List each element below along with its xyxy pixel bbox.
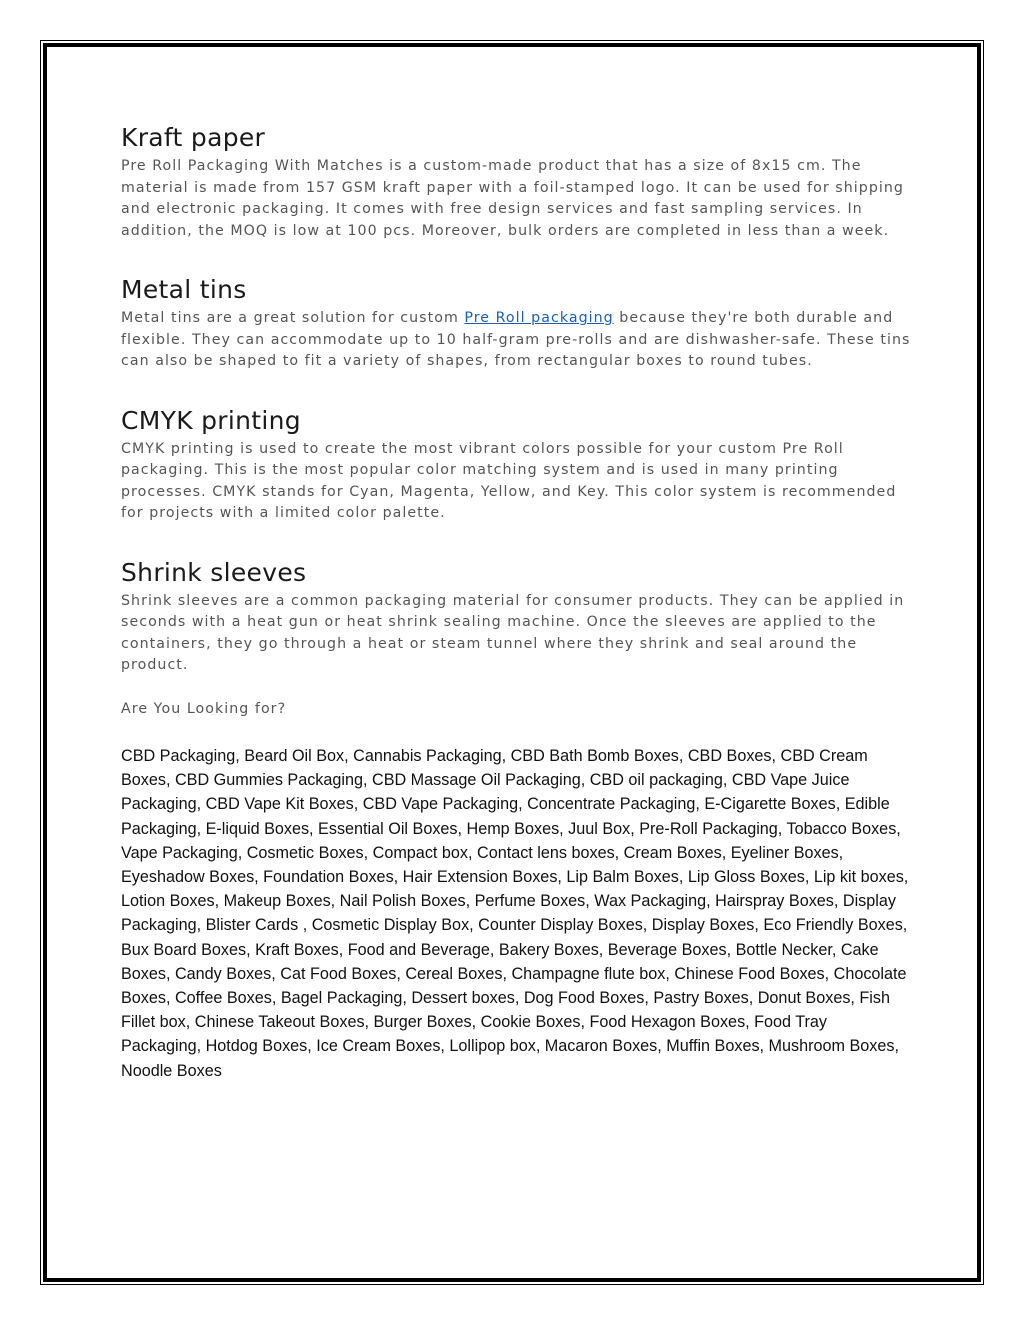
document-content [121,120,911,1083]
section-body [121,308,911,373]
section-metal-tins [121,272,911,373]
section-shrink-sleeves [121,555,911,677]
section-cmyk-printing [121,403,911,525]
section-kraft-paper [121,120,911,242]
keywords-list: CBD Packaging, Beard Oil Box, Cannabis Packaging, CBD Bath Bomb Boxes, CBD Boxes, CBD Cream Boxes, CBD Gummies Packaging, CBD Massage Oil Packaging, CBD oil packaging, CBD Vape Juice Packaging, CBD Vape Kit Boxes, CBD Vape Packaging, Concentrate Packaging, E-Cigarette Boxes, Edible Packaging, E-liquid Boxes, Essential Oil Boxes, Hemp Boxes, Juul Box, Pre-Roll Packaging, Tobacco Boxes, Vape Packaging, Cosmetic Boxes, Compact box, Contact lens boxes, Cream Boxes, Eyeliner Boxes, Eyeshadow Boxes, Foundation Boxes, Hair Extension Boxes, Lip Balm Boxes, Lip Gloss Boxes, Lip kit boxes, Lotion Boxes, Makeup Boxes, Nail Polish Boxes, Perfume Boxes, Wax Packaging, Hairspray Boxes, Display Packaging, Blister Cards , Cosmetic Display Box, Counter Display Boxes, Display Boxes, Eco Friendly Boxes, Bux Board Boxes, Kraft Boxes, Food and Beverage, Bakery Boxes, Beverage Boxes, Bottle Necker, Cake Boxes, Candy Boxes, Cat Food Boxes, Cereal Boxes, Champagne flute box, Chinese Food Boxes, Chocolate Boxes, Coffee Boxes, Bagel Packaging, Dessert boxes, Dog Food Boxes, Pastry Boxes, Donut Boxes, Fish Fillet box, Chinese Takeout Boxes, Burger Boxes, Cookie Boxes, Food Hexagon Boxes, Food Tray Packaging, Hotdog Boxes, Ice Cream Boxes, Lollipop box, Macaron Boxes, Muffin Boxes, Mushroom Boxes, Noodle Boxes [121,747,909,1080]
section-body-after-link: because they're both durable and flexible. They can accommodate up to 10 half-gram pre-rolls and are dishwasher-safe. These tins can also be shaped to fit a variety of shapes, from rectangular boxes to round tubes. [121,310,911,369]
section-body: CMYK printing is used to create the most vibrant colors possible for your custom Pre Roll packaging. This is the most popular color matching system and is used in many printing processes. CMYK stands for Cyan, Magenta, Yellow, and Key. This color system is recommended for projects with a limited color palette. [121,440,897,521]
section-body: Shrink sleeves are a common packaging material for consumer products. They can be applied in seconds with a heat gun or heat shrink sealing machine. Once the sleeves are applied to the containers, they go through a heat or steam tunnel where they shrink and seal around the product. [121,592,905,673]
section-body-before-link: Metal tins are a great solution for custom [121,310,465,326]
section-heading: Shrink sleeves [121,557,307,587]
section-body: Pre Roll Packaging With Matches is a custom-made product that has a size of 8x15 cm. The material is made from 157 GSM kraft paper with a foil-stamped logo. It can be used for shipping and electronic packaging. It comes with free design services and fast sampling services. In addition, the MOQ is low at 100 pcs. Moreover, bulk orders are completed in less than a week. [121,158,904,239]
looking-for-label: Are You Looking for? [121,700,287,717]
section-heading: CMYK printing [121,405,301,435]
pre-roll-packaging-link[interactable]: Pre Roll packaging [464,310,614,326]
section-heading: Metal tins [121,275,247,304]
section-heading: Kraft paper [121,123,266,152]
